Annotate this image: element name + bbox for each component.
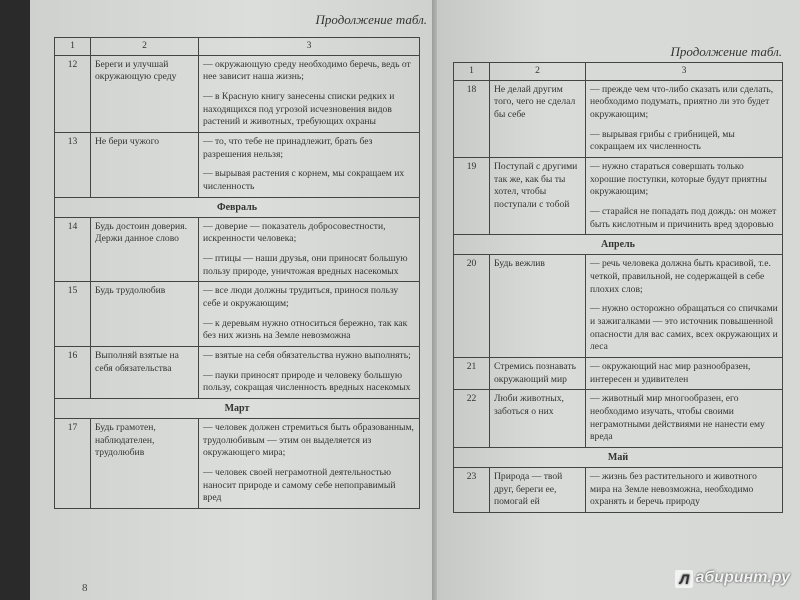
- column-header: 1: [55, 38, 91, 56]
- notes-cell: [199, 347, 420, 399]
- row-number: 16: [55, 347, 91, 399]
- note-item: — пауки приносят природе и человеку большую пользу, сокращая численность вредных насекомых: [203, 369, 411, 394]
- rule-text: Не делай другим того, чего не сделал бы себе: [490, 80, 586, 157]
- table-row: [55, 282, 420, 347]
- notes-cell: [586, 157, 783, 234]
- continuation-title: Продолжение табл.: [670, 44, 782, 59]
- rule-text: Стремись познавать окружающий мир: [490, 358, 586, 390]
- month-heading: Март: [55, 398, 420, 418]
- month-heading: Февраль: [55, 197, 420, 217]
- rule-text: Береги и улучшай окружающую среду: [91, 55, 199, 132]
- left-page: [30, 0, 435, 600]
- note-item: — то, что тебе не принадлежит, брать без разрешения нельзя;: [203, 135, 373, 160]
- notes-cell: [199, 55, 420, 132]
- page-number: 8: [82, 582, 88, 594]
- row-number: 14: [55, 217, 91, 282]
- note-item: — старайся не попадать под дождь: он может быть кислотным и причинить вред здоровью: [590, 205, 777, 230]
- note-item: — прежде чем что-либо сказать или сделать, необходимо подумать, приятно ли это будет окружающим;: [590, 83, 774, 120]
- table-row: [55, 419, 420, 509]
- row-number: 12: [55, 55, 91, 132]
- note-item: — в Красную книгу занесены списки редких и находящихся под угрозой исчезновения видов растений и животных, требующих охраны: [203, 90, 395, 128]
- month-row: [454, 235, 783, 255]
- table-row: [454, 255, 783, 358]
- left-table: [54, 37, 420, 509]
- logo-text: абиринт.ру: [695, 569, 790, 586]
- month-row: [55, 398, 420, 418]
- note-item: — птицы — наши друзья, они приносят большую пользу природе, уничтожая вредных насекомых: [203, 253, 408, 277]
- notes-cell: [586, 255, 783, 358]
- table-row: [454, 358, 783, 390]
- notes-cell: [586, 80, 783, 157]
- continuation-title: Продолжение табл.: [315, 12, 427, 27]
- note-item: — все люди должны трудиться, принося пользу себе и окружающим;: [203, 285, 399, 310]
- rule-text: Люби животных, заботься о них: [490, 390, 586, 448]
- header-row: [454, 63, 783, 81]
- month-row: [454, 447, 783, 467]
- rule-text: Выполняй взятые на себя обязательства: [91, 347, 199, 399]
- header-row: [55, 38, 420, 56]
- column-header: 1: [454, 63, 490, 81]
- table-row: [454, 80, 783, 157]
- note-item: — вырывая грибы с грибницей, мы сокращаем их численность: [590, 128, 735, 153]
- labirint-logo: [675, 569, 790, 588]
- row-number: 19: [454, 157, 490, 234]
- rule-text: Не бери чужого: [91, 132, 199, 197]
- note-item: — доверие — показатель добросовестности, искренности человека;: [203, 220, 386, 245]
- rule-text: Будь вежлив: [490, 255, 586, 358]
- table-row: [55, 217, 420, 282]
- logo-mark: Л: [675, 570, 693, 588]
- month-heading: Май: [454, 447, 783, 467]
- rule-text: Поступай с другими так же, как бы ты хотел, чтобы поступали с тобой: [490, 157, 586, 234]
- row-number: 20: [454, 255, 490, 358]
- table-row: [55, 55, 420, 132]
- note-item: — вырывая растения с корнем, мы сокращаем их численность: [203, 168, 405, 192]
- column-header: 3: [199, 38, 420, 56]
- right-page: [437, 0, 800, 600]
- row-number: 15: [55, 282, 91, 347]
- table-row: [454, 468, 783, 513]
- notes-cell: [199, 217, 420, 282]
- rule-text: Будь грамотен, наблюдателен, трудолюбив: [91, 419, 199, 509]
- row-number: 21: [454, 358, 490, 390]
- rule-text: Природа — твой друг, береги ее, помогай ей: [490, 468, 586, 513]
- column-header: 2: [490, 63, 586, 81]
- note-item: — нужно осторожно обращаться со спичками и зажигалками — это источник повышенной опасности для вас самих, всех окружающих и леса: [590, 303, 778, 353]
- table-row: [454, 157, 783, 234]
- note-item: — окружающий нас мир разнообразен, интересен и удивителен: [590, 361, 751, 385]
- right-table: [453, 62, 783, 513]
- row-number: 23: [454, 468, 490, 513]
- notes-cell: [199, 282, 420, 347]
- row-number: 13: [55, 132, 91, 197]
- table-row: [55, 132, 420, 197]
- rule-text: Будь достоин доверия. Держи данное слово: [91, 217, 199, 282]
- notes-cell: [199, 419, 420, 509]
- note-item: — к деревьям нужно относиться бережно, так как без них жизнь на Земле невозможна: [203, 317, 408, 342]
- notes-cell: [199, 132, 420, 197]
- note-item: — животный мир многообразен, его необходимо изучать, чтобы своими неграмотными действиями не нанести ему вреда: [590, 393, 765, 443]
- column-header: 2: [91, 38, 199, 56]
- note-item: — взятые на себя обязательства нужно выполнять;: [203, 350, 411, 361]
- note-item: — человек своей неграмотной деятельностью наносит природе и самому себе непоправимый вред: [203, 467, 396, 504]
- rule-text: Будь трудолюбив: [91, 282, 199, 347]
- row-number: 22: [454, 390, 490, 448]
- note-item: — нужно стараться совершать только хорошие поступки, которые будут приятны окружающим;: [590, 160, 767, 198]
- table-row: [55, 347, 420, 399]
- note-item: — речь человека должна быть красивой, т.е. четкой, правильной, не содержащей в себе плохих слов;: [590, 258, 771, 295]
- notes-cell: [586, 358, 783, 390]
- month-heading: Апрель: [454, 235, 783, 255]
- column-header: 3: [586, 63, 783, 81]
- note-item: — окружающую среду необходимо беречь, ведь от нее зависит наша жизнь;: [203, 58, 411, 83]
- note-item: — человек должен стремиться быть образованным, трудолюбивым — этим он выделяется из окружающего мира;: [203, 422, 414, 459]
- table-row: [454, 390, 783, 448]
- notes-cell: [586, 468, 783, 513]
- row-number: 17: [55, 419, 91, 509]
- note-item: — жизнь без растительного и животного мира на Земле невозможна, необходимо охранять и беречь природу: [590, 471, 757, 508]
- row-number: 18: [454, 80, 490, 157]
- month-row: [55, 197, 420, 217]
- notes-cell: [586, 390, 783, 448]
